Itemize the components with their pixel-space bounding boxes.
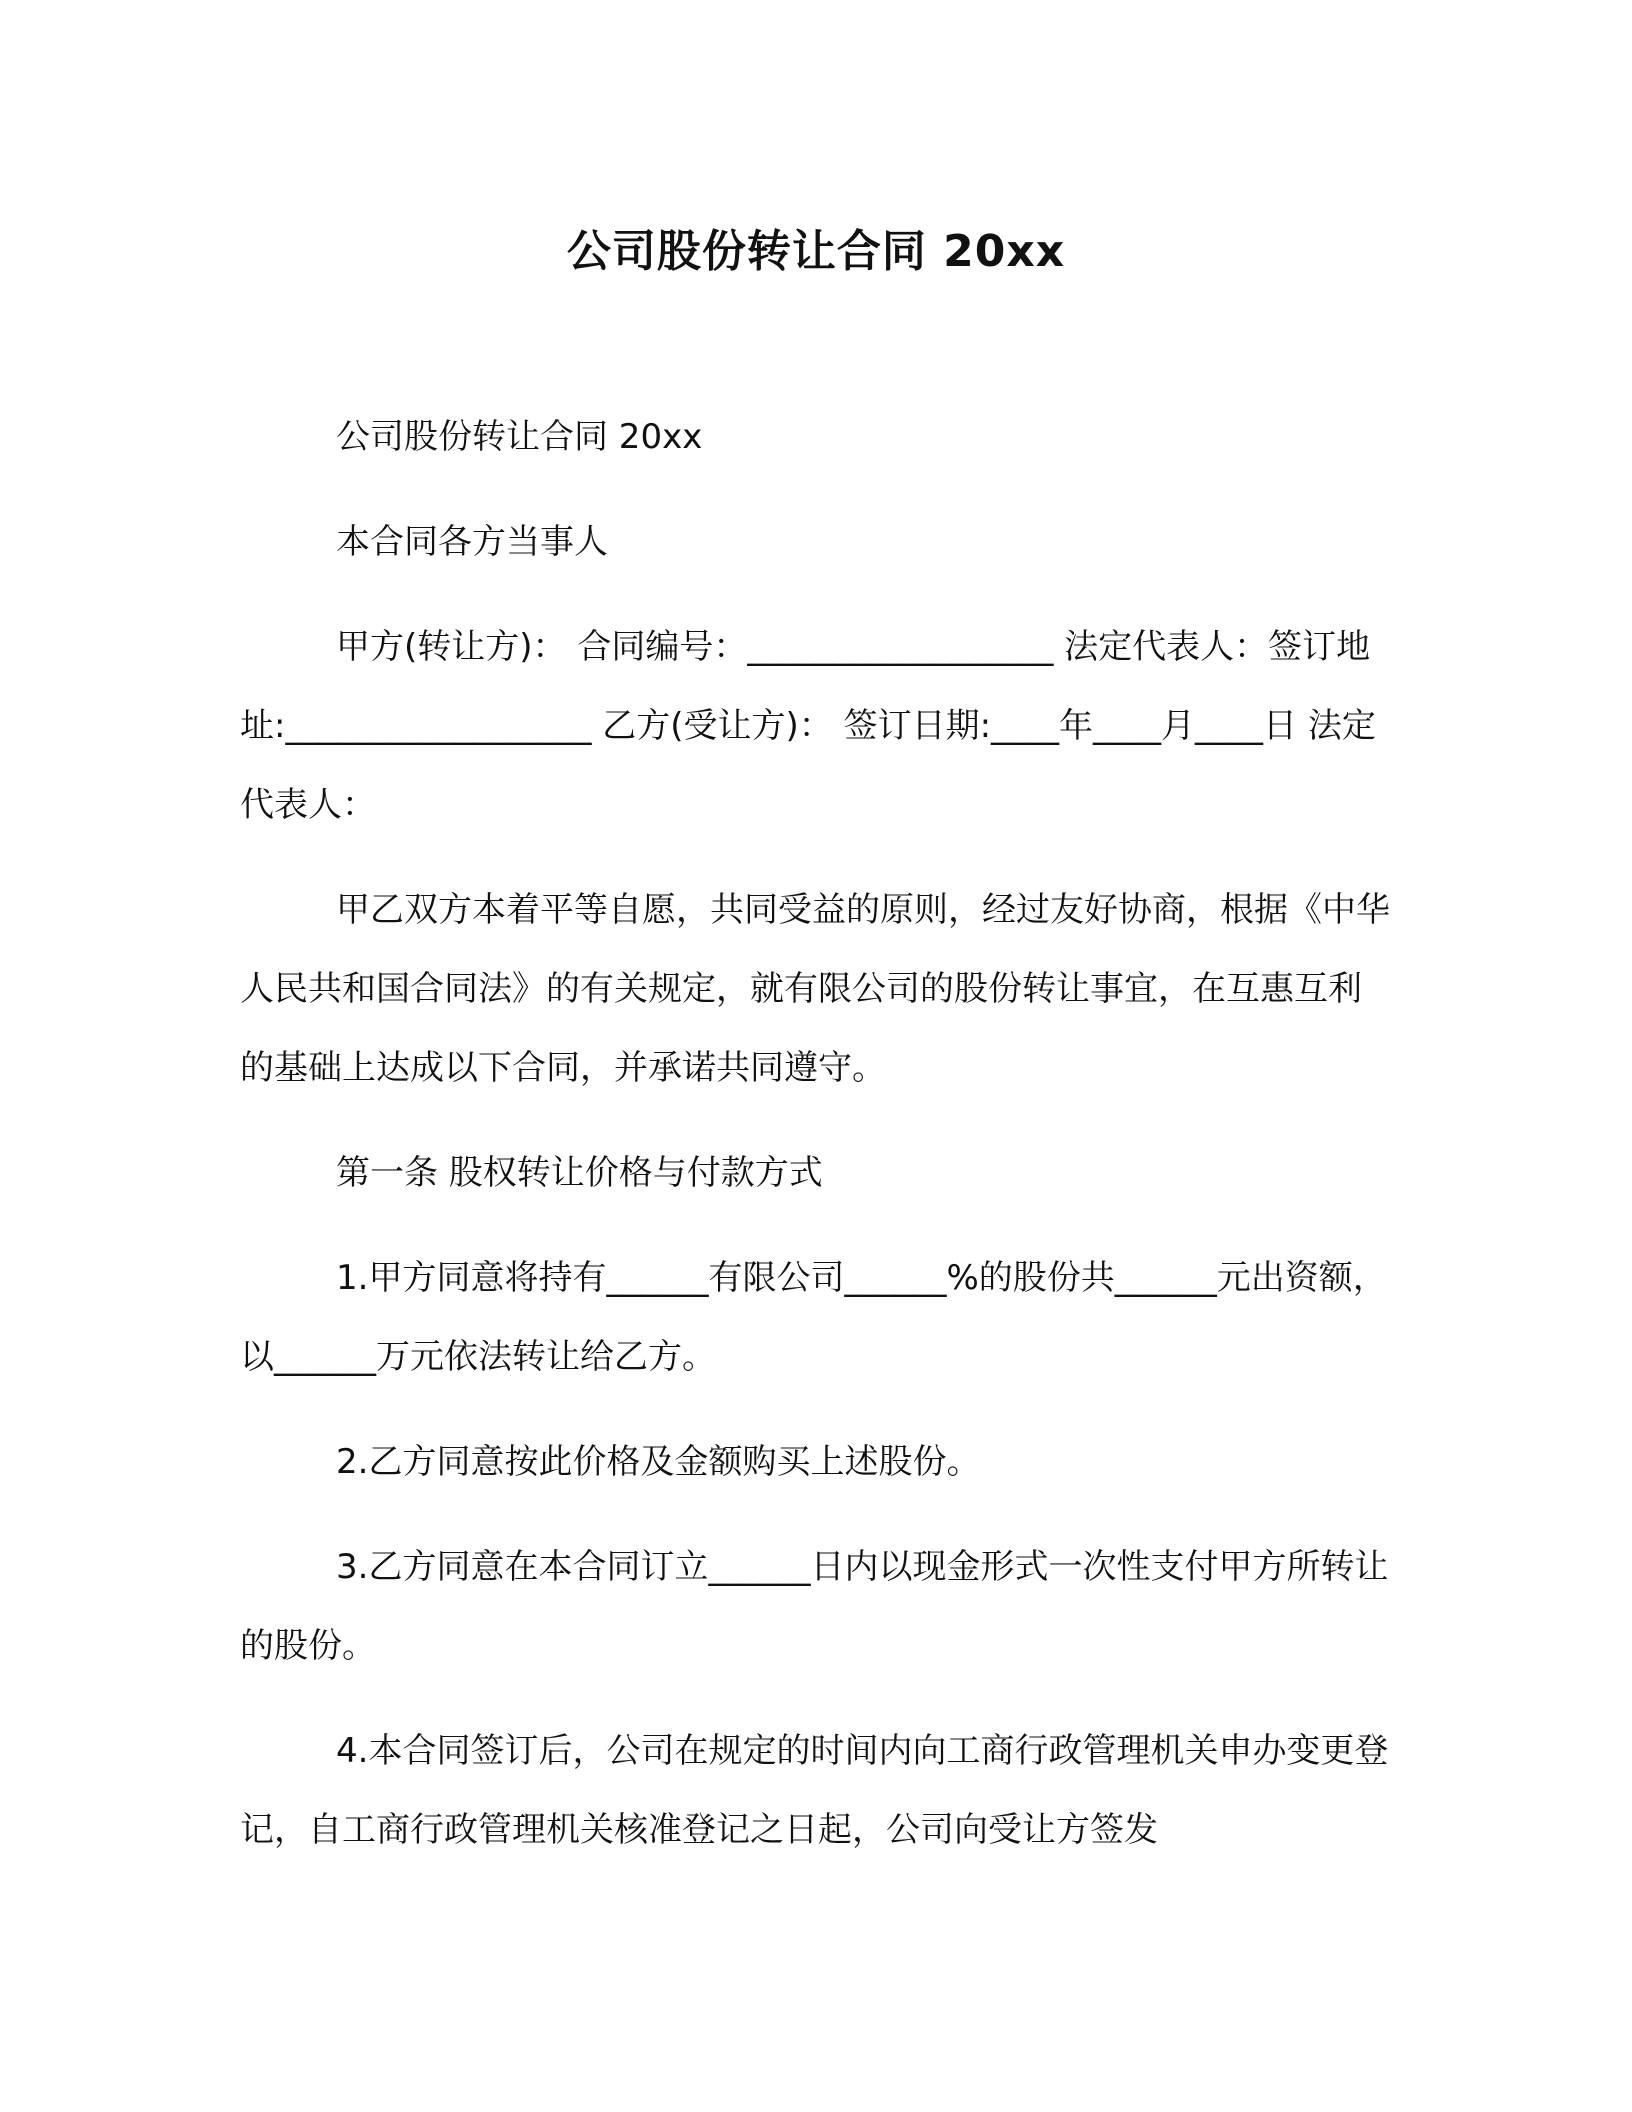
paragraph-parties-heading: 本合同各方当事人 bbox=[336, 522, 608, 562]
clause-4: 4.本合同签订后，公司在规定的时间内向工商行政管理机关申办变更登记，自工商行政管理机关核准登记之日起，公司向受让方签发 bbox=[240, 1731, 1389, 1850]
clause-1: 1.甲方同意将持有______有限公司______%的股份共______元出资额，以______万元依法转让给乙方。 bbox=[240, 1258, 1387, 1377]
article-one-heading: 第一条 股权转让价格与付款方式 bbox=[336, 1153, 823, 1193]
document-title: 公司股份转让合同 20xx bbox=[566, 226, 1066, 277]
paragraph-parties-info: 甲方(转让方)： 合同编号：__________________ 法定代表人：签订地址:__________________ 乙方(受让方)： 签订日期:____年____月____日 法定代表人： bbox=[240, 627, 1376, 825]
paragraph-preamble: 甲乙双方本着平等自愿，共同受益的原则，经过友好协商，根据《中华人民共和国合同法》的有关规定，就有限公司的股份转让事宜，在互惠互利的基础上达成以下合同，并承诺共同遵守。 bbox=[240, 890, 1390, 1088]
paragraph-subtitle: 公司股份转让合同 20xx bbox=[336, 417, 703, 457]
clause-3: 3.乙方同意在本合同订立______日内以现金形式一次性支付甲方所转让的股份。 bbox=[240, 1547, 1389, 1666]
document-body bbox=[240, 398, 1390, 1896]
clause-2: 2.乙方同意按此价格及金额购买上述股份。 bbox=[336, 1442, 981, 1482]
